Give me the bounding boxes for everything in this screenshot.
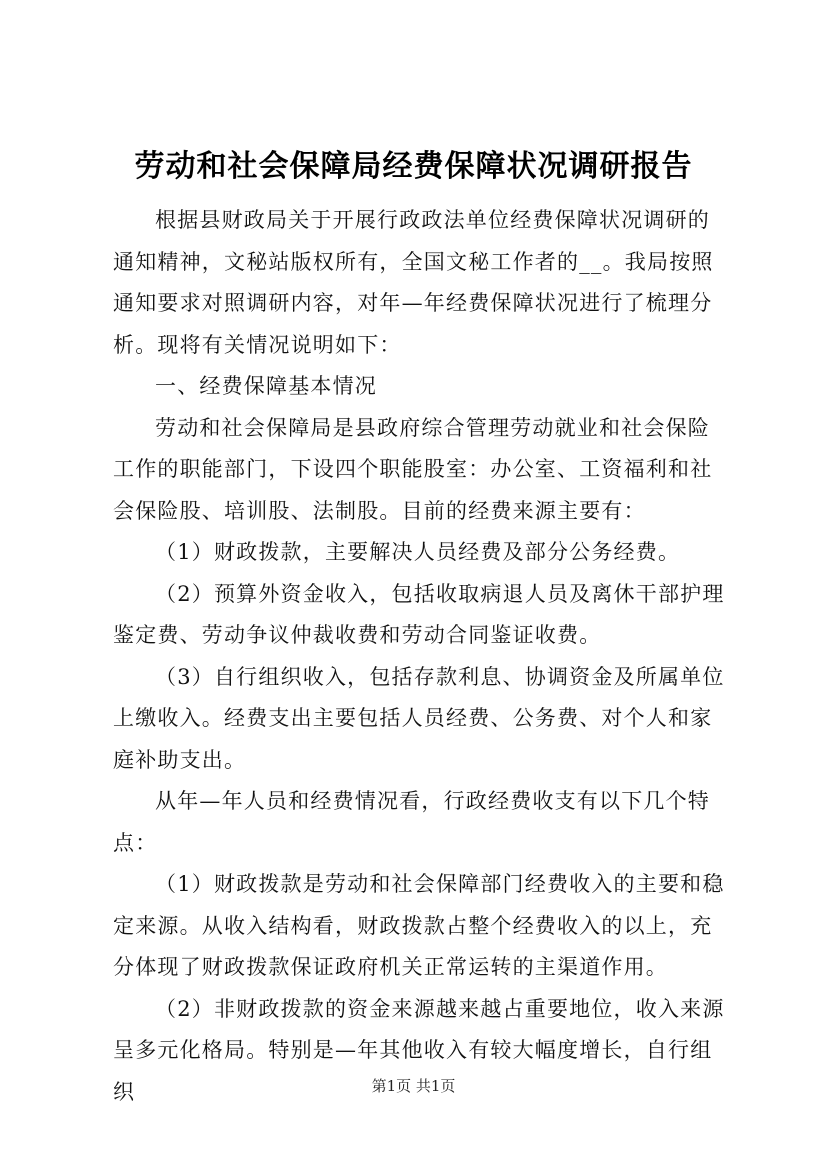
feature-item-2: （2）非财政拨款的资金来源越来越占重要地位，收入来源呈多元化格局。特别是—年其他收入有较大幅度增长，自行组织	[113, 996, 725, 1104]
paragraph-overview: 劳动和社会保障局是县政府综合管理劳动就业和社会保险工作的职能部门，下设四个职能股室：办公室、工资福利和社会保险股、培训股、法制股。目前的经费来源主要有：	[113, 415, 713, 523]
list-item-2: （2）预算外资金收入，包括收取病退人员及离休干部护理鉴定费、劳动争议仲裁收费和劳动合同鉴证收费。	[113, 581, 725, 647]
page-number: 第1页 共1页	[371, 1077, 456, 1095]
document-body	[113, 200, 727, 1113]
list-item-3: （3）自行组织收入，包括存款利息、协调资金及所属单位上缴收入。经费支出主要包括人员经费、公务费、对个人和家庭补助支出。	[113, 664, 725, 772]
paragraph-intro: 根据县财政局关于开展行政政法单位经费保障状况调研的通知精神，文秘站版权所有，全国文秘工作者的__。我局按照通知要求对照调研内容，对年—年经费保障状况进行了梳理分析。现将有关情况说明如下：	[113, 208, 714, 357]
section-heading: 一、经费保障基本情况	[155, 374, 377, 398]
document-title: 劳动和社会保障局经费保障状况调研报告	[134, 149, 693, 184]
paragraph-features: 从年—年人员和经费情况看，行政经费收支有以下几个特点：	[113, 789, 710, 855]
feature-item-1: （1）财政拨款是劳动和社会保障部门经费收入的主要和稳定来源。从收入结构看，财政拨款占整个经费收入的以上，充分体现了财政拨款保证政府机关正常运转的主渠道作用。	[113, 872, 725, 979]
list-item-1: （1）财政拨款，主要解决人员经费及部分公务经费。	[155, 540, 681, 564]
